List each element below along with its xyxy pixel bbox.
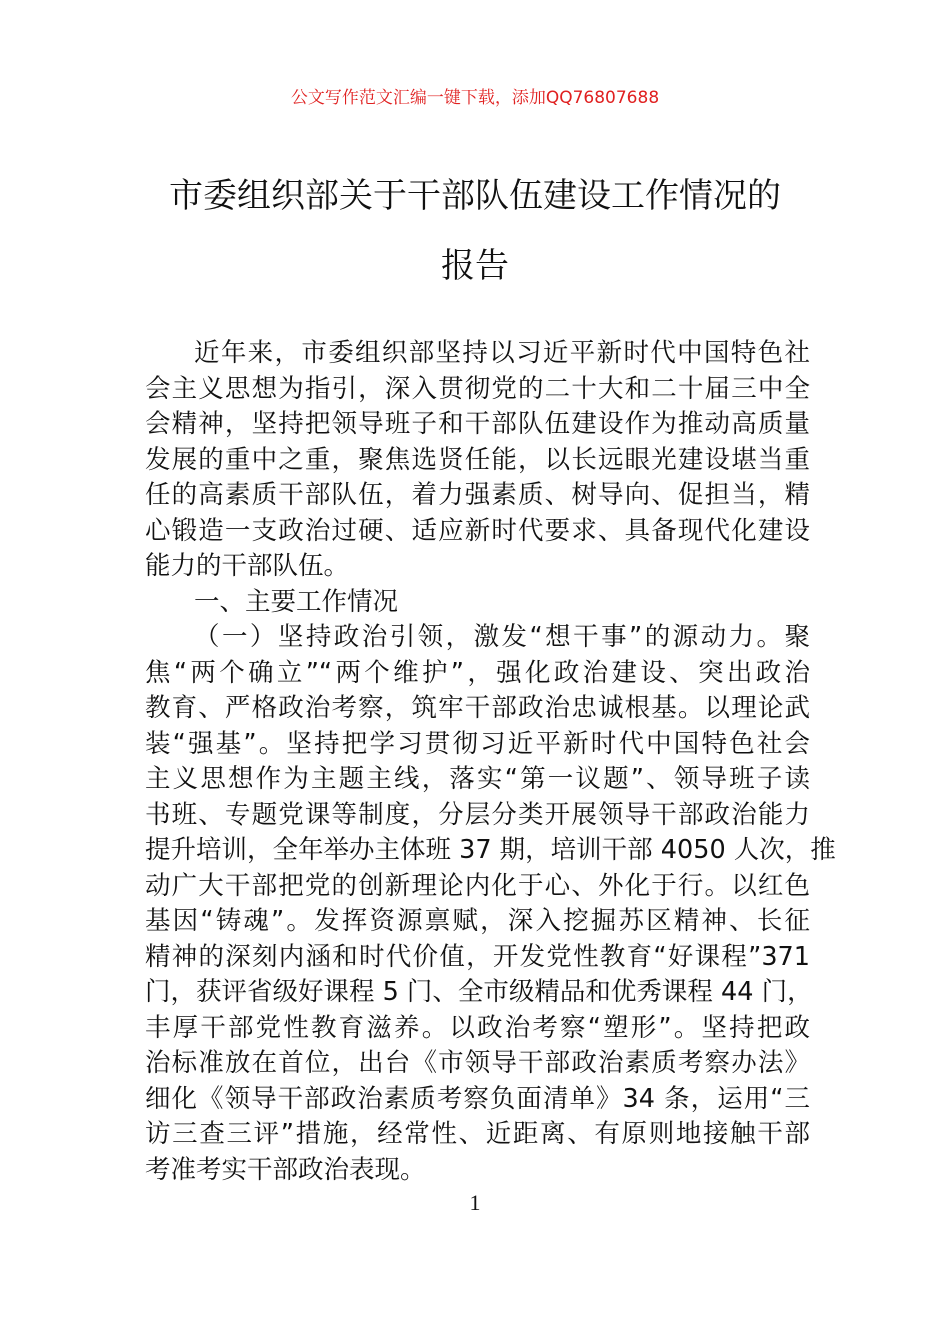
subsection-heading-line: （一）坚持政治引领，激发“想干事”的源动力。聚 — [194, 622, 810, 652]
body-line: 动广大干部把党的创新理论内化于心、外化于行。以红色 — [145, 870, 810, 901]
body-line: 门，获评省级好课程 5 门、全市级精品和优秀课程 44 门， — [145, 977, 813, 1007]
body-line: 装“强基”。坚持把学习贯彻习近平新时代中国特色社会 — [145, 728, 810, 759]
document-body — [145, 336, 836, 1188]
body-line: 访三查三评”措施，经常性、近距离、有原则地接触干部 — [145, 1119, 810, 1149]
body-line: 会主义思想为指引，深入贯彻党的二十大和二十届三中全 — [145, 373, 810, 404]
body-line: 主义思想作为主题主线，落实“第一议题”、领导班子读 — [145, 764, 810, 794]
body-line: 教育、严格政治考察，筑牢干部政治忠诚根基。以理论武 — [145, 693, 810, 723]
section-heading: 一、主要工作情况 — [194, 586, 399, 617]
body-line: 心锻造一支政治过硬、适应新时代要求、具备现代化建设 — [145, 515, 810, 546]
body-line: 能力的干部队伍。 — [145, 551, 350, 581]
body-line: 细化《领导干部政治素质考察负面清单》34 条，运用“三 — [145, 1083, 810, 1114]
body-line: 治标准放在首位，出台《市领导干部政治素质考察办法》 — [145, 1048, 810, 1078]
body-line: 书班、专题党课等制度，分层分类开展领导干部政治能力 — [145, 799, 810, 830]
body-line: 丰厚干部党性教育滋养。以政治考察“塑形”。坚持把政 — [145, 1012, 810, 1043]
watermark-banner: 公文写作范文汇编一键下载，添加QQ76807688 — [290, 88, 660, 108]
body-line: 会精神，坚持把领导班子和干部队伍建设作为推动高质量 — [145, 409, 810, 439]
body-line: 基因“铸魂”。发挥资源禀赋，深入挖掘苏区精神、长征 — [145, 906, 810, 936]
body-line: 精神的深刻内涵和时代价值，开发党性教育“好课程”371 — [145, 941, 810, 972]
document-title-line-2: 报告 — [441, 246, 509, 286]
document-title-line-1: 市委组织部关于干部队伍建设工作情况的 — [169, 176, 781, 216]
page-number: 1 — [469, 1190, 481, 1215]
body-line: 近年来，市委组织部坚持以习近平新时代中国特色社 — [194, 338, 810, 368]
body-line: 焦“两个确立”“两个维护”，强化政治建设、突出政治 — [145, 657, 810, 688]
body-line: 任的高素质干部队伍，着力强素质、树导向、促担当，精 — [145, 480, 810, 510]
body-line: 提升培训，全年举办主体班 37 期，培训干部 4050 人次，推 — [145, 835, 836, 865]
body-line: 考准考实干部政治表现。 — [145, 1154, 426, 1185]
body-line: 发展的重中之重，聚焦选贤任能，以长远眼光建设堪当重 — [145, 444, 810, 475]
